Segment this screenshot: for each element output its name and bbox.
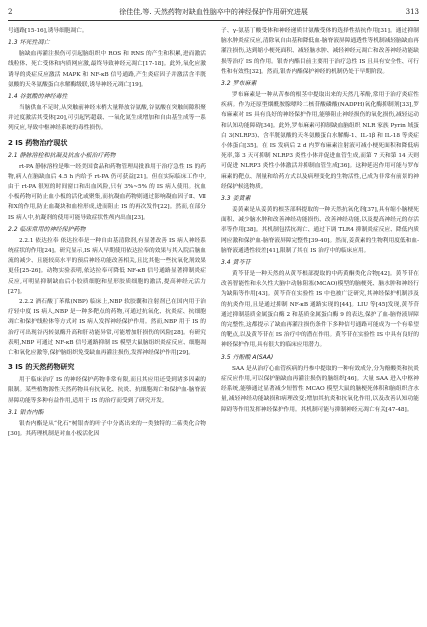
right-column: [221, 26, 419, 415]
left-column: [8, 26, 206, 439]
paragraph: 罗布麻素是一种从苦参的根茎中提取出来的天然几苯酚,常用于治疗炎症性疾病。作为还原型烟酰胺腺嘌呤二核苷酸磷酸(NADPH)氧化酶抑制剂[33],罗布麻素对 IS 具有良好的神经保护作用,能够阻止神经损伤的氧化损伤,减轻运动和认知功能障碍[34]。此外,罗布麻素可抑制缺血脑组织 NLR 家族 Pyrin 域蛋白 3(NLRP3)、含半胱氨酸的天冬氨酸蛋白水解酶-1、IL-1β 和 IL-18 等炎症小体蛋白[35]。在 IS 发病后 2 d 内罗布麻素注射液可减小梗死面积和降低病死率,第 3 天可抑制 NLRP3 炎性小体并促进血管生成,而第 7 天和第 14 天则可促进 NLRP3 炎性小体激活并抑制血管生成[36]。这种延迟作用可能与罗布麻素的靶点、剂量和给药方式以及病理变化的生物活性,已成为非常有前景的神经保护候选物质。: [221, 92, 419, 190]
page-number-right: 313: [405, 8, 419, 16]
subsection-heading: 3.1 银杏内酯: [8, 408, 44, 416]
subsection-heading: 1.4 谷氨酸的神经毒性: [8, 93, 68, 101]
paragraph: 姜黄素是从姜黄的根茎部料提取的一种天然抗氧化剂[37],具有缩小脑梗死面积、减少脑水肿和改善神经功能损伤、改善神经功能,以及提高神经元的存活率等作用[38]。其机制包括抗凋亡、通过下调 TLR4 抑制炎症反应、降低内质网应激和保护血-脑脊液屏障完整性[39-40]。然而,姜黄素的生物利用度低和血-脑脊液通透性较差[41],限制了其在 IS 治疗中的临床应用。: [221, 207, 419, 254]
paragraph: 银杏内酯是从“化石”树银杏的叶子中分离出来的一类独特的二萜类化合物[30]。其药理机制是对血小板活化因: [8, 420, 206, 438]
running-title: 徐佳佳,等. 天然药物对缺血性脑卒中的神经保护作用研究进展: [119, 8, 308, 16]
subsection-heading: 3.2 罗布麻素: [221, 80, 257, 88]
paragraph: 子、γ-氨基丁酸受体和神经递质甘氨酸受体的选择性拮抗作用[31]。通过抑制脑水肿炎症反应,清除氧自由基和降低血-脑脊液屏障通透性等机制减轻脑缺血再灌注损伤,达到缩小梗死面积、减轻脑水肿、减轻神经元凋亡和改善神经功能缺损等治疗 IS 的作用。银杏内酯目前主要用于治疗急性 IS 且具有安全性、可行性和有效性[32]。然而,银杏内酯保护神经的机制仍处于早期阶段。: [221, 28, 419, 75]
subsection-heading: 1.3 坏死性凋亡: [8, 39, 50, 47]
paragraph: 2.2.2 酒石酸丁苯酞(NBP) 临床上,NBP 软胶囊和注射剂已在国内用于治疗轻中度 IS 病人,NBP 是一种多靶点的药物,可通过抗氧化、抗炎症、抗细胞凋亡和保护线粒体等方式对 IS 病人发挥神经保护作用。然而,NBP 用于 IS 的治疗可出现谷丙转氨酶升高和肝功能异常,可能增加肝损伤的风险[28]。有研究表明,NBP 可通过 NF-κB 信号通路抑制 IS 模型大鼠脑组织炎症反应、细胞凋亡和氧化应激等,保护脑组织免受缺血再灌注损伤,发挥神经保护作用[29]。: [8, 299, 206, 357]
page-header: [8, 6, 419, 18]
page-number-left: 2: [8, 8, 13, 16]
subsection-heading: 2.1 静脉溶栓和抗凝及抗血小板治疗药物: [8, 151, 116, 159]
section-heading: 2 IS 药物治疗现状: [8, 138, 68, 147]
header-rule: [8, 20, 419, 21]
paragraph: 2.2.1 依达拉奉 依达拉奉是一种自由基清除剂,有显著改善 IS 病人神经系统症状的作用[24]。研究显示,IS 病人早期使用依达拉奉的效果与其入院后脑血流的减少、且能较高水平的预后神经功能改善相关,且比其他一些抗氧化剂效果更佳[25-26]。动物实验表明,依达拉奉可降低 NF-κB 信号通路显著抑制炎症反应,可明显抑制缺血后小胶质细胞和星形胶质细胞的激活,提高神经元活力[27]。: [8, 237, 206, 295]
subsection-heading: 2.2 临床常用的神经保护药物: [8, 225, 86, 233]
subsection-heading: 3.3 姜黄素: [221, 195, 251, 203]
paragraph: SAA 是从治疗心血管疾病的丹参中提取的一种有效成分,分为酚酸类和抗炎症反应作用,可以保护脑缺血再灌注损伤的脑组织[46]。大量 SAA 进入中枢神经系统,能够通过显著减少短暂性 MCAO 模型大鼠的脑梗死体积和脑组织含水量,减轻神经功能缺损和病理改变;增加其抗炎和抗氧化作用,以及改善认知功能障碍等作用发挥神经保护作用。其机制可能与抑制神经元凋亡有关[47-48]。: [221, 365, 419, 413]
paragraph: 当脑供血不足时,从突触前神经末梢大量释放谷氨酸,谷氨酸在突触间隙积聚并过度激活其受体[20],可引起钙超载、一氧化氮生成增加和自由基生成等一系列反应,导致中枢神经系统的毒性损伤。: [8, 105, 206, 132]
paragraph: 号通路[15-16],诱导细胞凋亡。: [8, 28, 88, 34]
subsection-heading: 3.4 黄芩苷: [221, 259, 251, 267]
paragraph: 脑缺血再灌注损伤可引起脑组织中 ROS 和 RNS 的产生和积累,进而激活线粒体、死亡受体和内质网应激,最终导致神经元凋亡[17-18]。此外,氧化应激诱导的炎症反应激活 MAPK 和 NF-κB 信号通路,产生炎症因子并激活含半胱氨酸的天冬氨酸蛋白水解酶级联,诱导神经元凋亡[19]。: [8, 51, 206, 88]
paragraph: 用于临床治疗 IS 的神经保护药物非常有限,而且其应用还受到诸多因素的限制。某些植物源性天然药物具有抗氧化、抗炎、抗细胞凋亡和保护血-脑脊液屏障功能等多种有益作用,适用于 IS 的治疗而受到了研究开发。: [8, 377, 206, 404]
subsection-heading: 3.5 丹酚酸 A(SAA): [221, 353, 274, 361]
section-heading: 3 IS 的天然药物研究: [8, 363, 75, 372]
paragraph: rt-PA 静脉溶栓是唯一经美国食品和药物管理局批准用于治疗急性 IS 的药物,病人在脑缺血后 4.5 h 内给予 rt-PA 仍可获益[21]。但在实际临床工作中,由于 rt-PA 很短的时间窗口和出血风险,只有 3%~5% 的 IS 病人使用。抗血小板药物可防止血小板的活化或聚集,而抗凝血药物则通过影响凝血因子Ⅱ、Ⅶ和Ⅹ的作用,防止血凝块和血栓形成,进而阻止 IS 的再次发作[22]。然而,在部分 IS 病人中,抗凝剂的使用可能导致症状性颅内出血[23]。: [8, 163, 206, 221]
paragraph: 黄芩苷是一种天然的从黄芩根部提取的中药黄酮类化合物[42]。黄芩苷在改善智能性和永久性大脑中动脉阻塞(MCAO)模型的脑梗死、脑水肿和神经行为缺陷等作用[43]。黄芩苷在实验性 IS 中也被广泛研究,其神经保护机制涉及的抗炎作用,且是通过抑制 NF-κB 通路实现的[44]。LIU 等[45]发现,黄芩苷通过抑制基质金属蛋白酶 2 和基质金属蛋白酶 9 的表达,保护了血-脑脊液屏障的完整性,这都提示了缺血再灌注损伤条件下多种信号通路可能成为一个有希望的靶点,以及黄芩苷在 IS 治疗中的潜在作用。黄芩苷在实验性 IS 中具有良好的神经保护作用,具有很大的临床应用潜力。: [221, 271, 419, 349]
